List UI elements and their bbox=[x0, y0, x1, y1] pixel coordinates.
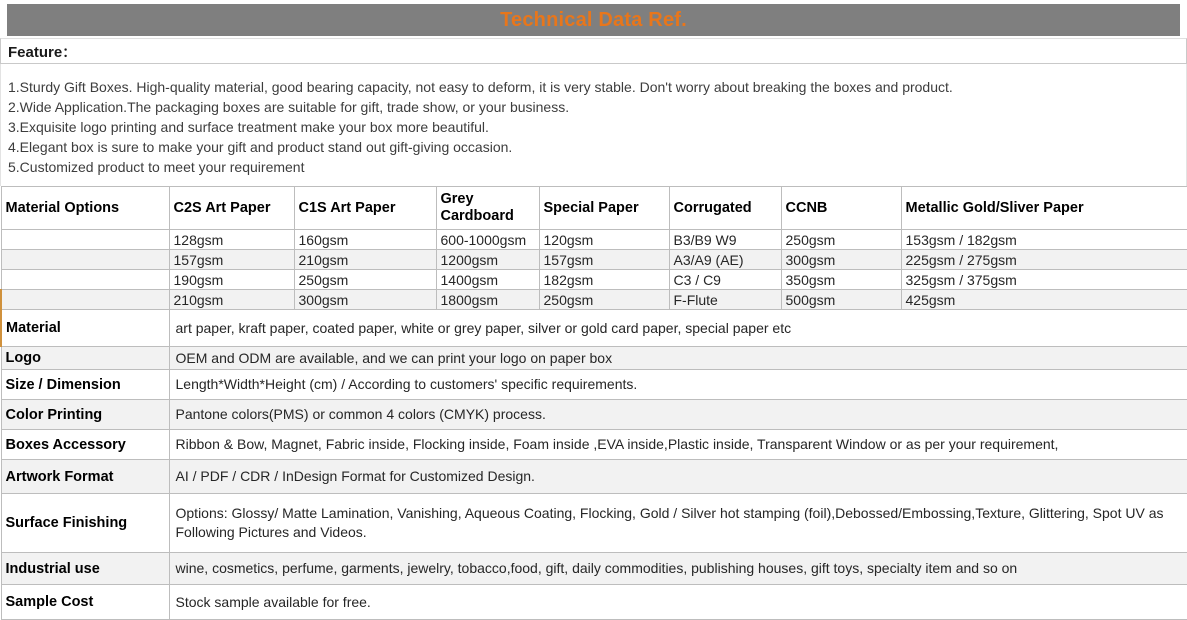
feature-heading-box bbox=[0, 38, 1187, 64]
spec-cell bbox=[1, 230, 169, 250]
spec-cell: 182gsm bbox=[539, 270, 669, 290]
feature-heading: Feature： bbox=[8, 43, 78, 61]
spec-cell: 250gsm bbox=[781, 230, 901, 250]
spec-cell: F-Flute bbox=[669, 290, 781, 310]
spec-cell: 157gsm bbox=[539, 250, 669, 270]
col-header-ccnb: CCNB bbox=[781, 187, 901, 230]
spec-cell: 1800gsm bbox=[436, 290, 539, 310]
material-options-table bbox=[0, 186, 1187, 310]
detail-value: Options: Glossy/ Matte Lamination, Vanishing, Aqueous Coating, Flocking, Gold / Silver hot stamping (foil),Debossed/Embossing,Texture, Glittering, Spot UV as Following Pictures and Videos. bbox=[169, 494, 1187, 553]
detail-label: Industrial use bbox=[1, 553, 169, 585]
spec-cell: 500gsm bbox=[781, 290, 901, 310]
feature-item-1: 1.Sturdy Gift Boxes. High-quality material, good bearing capacity, not easy to deform, it is very stable. Don't worry about breaking the boxes and product. bbox=[8, 79, 953, 95]
detail-row-size-dimension bbox=[1, 370, 1187, 400]
spec-cell: 225gsm / 275gsm bbox=[901, 250, 1187, 270]
spec-cell: 153gsm / 182gsm bbox=[901, 230, 1187, 250]
spec-cell: 160gsm bbox=[294, 230, 436, 250]
spec-data-row-4 bbox=[1, 290, 1187, 310]
spec-cell: 1400gsm bbox=[436, 270, 539, 290]
feature-item-4: 4.Elegant box is sure to make your gift and product stand out gift-giving occasion. bbox=[8, 139, 513, 155]
spec-cell: 1200gsm bbox=[436, 250, 539, 270]
spec-cell: 300gsm bbox=[294, 290, 436, 310]
spec-cell: 210gsm bbox=[169, 290, 294, 310]
details-table bbox=[0, 309, 1187, 620]
spec-cell: A3/A9 (AE) bbox=[669, 250, 781, 270]
spec-cell: 210gsm bbox=[294, 250, 436, 270]
detail-row-boxes-accessory bbox=[1, 430, 1187, 460]
detail-row-sample-cost bbox=[1, 585, 1187, 620]
detail-label: Surface Finishing bbox=[1, 494, 169, 553]
spec-cell: 128gsm bbox=[169, 230, 294, 250]
title-bar bbox=[7, 4, 1180, 36]
col-header-c1s-art-paper: C1S Art Paper bbox=[294, 187, 436, 230]
detail-value: OEM and ODM are available, and we can print your logo on paper box bbox=[169, 347, 1187, 370]
spec-cell: 600-1000gsm bbox=[436, 230, 539, 250]
detail-row-logo bbox=[1, 347, 1187, 370]
spec-cell: C3 / C9 bbox=[669, 270, 781, 290]
col-header-material-options: Material Options bbox=[1, 187, 169, 230]
feature-item-2: 2.Wide Application.The packaging boxes are suitable for gift, trade show, or your business. bbox=[8, 99, 570, 115]
detail-row-color-printing bbox=[1, 400, 1187, 430]
detail-label: Logo bbox=[1, 347, 169, 370]
detail-value: AI / PDF / CDR / InDesign Format for Customized Design. bbox=[169, 460, 1187, 494]
spec-cell: 350gsm bbox=[781, 270, 901, 290]
spec-cell: 300gsm bbox=[781, 250, 901, 270]
col-header-c2s-art-paper: C2S Art Paper bbox=[169, 187, 294, 230]
spec-cell: 157gsm bbox=[169, 250, 294, 270]
detail-label: Artwork Format bbox=[1, 460, 169, 494]
spec-cell bbox=[1, 270, 169, 290]
detail-row-industrial-use bbox=[1, 553, 1187, 585]
spec-cell: 325gsm / 375gsm bbox=[901, 270, 1187, 290]
detail-row-surface-finishing bbox=[1, 494, 1187, 553]
spec-data-row-2 bbox=[1, 250, 1187, 270]
detail-value: Length*Width*Height (cm) / According to customers' specific requirements. bbox=[169, 370, 1187, 400]
detail-value: Ribbon & Bow, Magnet, Fabric inside, Flocking inside, Foam inside ,EVA inside,Plastic inside, Transparent Window or as per your requirement, bbox=[169, 430, 1187, 460]
feature-item-3: 3.Exquisite logo printing and surface treatment make your box more beautiful. bbox=[8, 119, 489, 135]
detail-label: Sample Cost bbox=[1, 585, 169, 620]
detail-label: Material bbox=[1, 310, 169, 347]
detail-label: Color Printing bbox=[1, 400, 169, 430]
col-header-metallic-paper: Metallic Gold/Sliver Paper bbox=[901, 187, 1187, 230]
col-header-grey-cardboard: Grey Cardboard bbox=[436, 187, 539, 230]
detail-row-material bbox=[1, 310, 1187, 347]
detail-row-artwork-format bbox=[1, 460, 1187, 494]
detail-value: wine, cosmetics, perfume, garments, jewelry, tobacco,food, gift, daily commodities, publishing houses, gift toys, specialty item and so on bbox=[169, 553, 1187, 585]
spec-data-row-1 bbox=[1, 230, 1187, 250]
detail-value: Pantone colors(PMS) or common 4 colors (CMYK) process. bbox=[169, 400, 1187, 430]
spec-cell: B3/B9 W9 bbox=[669, 230, 781, 250]
col-header-corrugated: Corrugated bbox=[669, 187, 781, 230]
spec-cell bbox=[1, 290, 169, 310]
page-title: Technical Data Ref. bbox=[500, 8, 687, 31]
feature-item-5: 5.Customized product to meet your requirement bbox=[8, 159, 305, 175]
detail-value: Stock sample available for free. bbox=[169, 585, 1187, 620]
col-header-special-paper: Special Paper bbox=[539, 187, 669, 230]
feature-list bbox=[0, 64, 1187, 186]
spec-cell: 190gsm bbox=[169, 270, 294, 290]
spec-cell: 120gsm bbox=[539, 230, 669, 250]
spec-header-row bbox=[1, 187, 1187, 230]
spec-cell bbox=[1, 250, 169, 270]
detail-label: Size / Dimension bbox=[1, 370, 169, 400]
spec-cell: 425gsm bbox=[901, 290, 1187, 310]
spec-cell: 250gsm bbox=[294, 270, 436, 290]
spec-cell: 250gsm bbox=[539, 290, 669, 310]
detail-label: Boxes Accessory bbox=[1, 430, 169, 460]
spec-data-row-3 bbox=[1, 270, 1187, 290]
detail-value: art paper, kraft paper, coated paper, white or grey paper, silver or gold card paper, special paper etc bbox=[169, 310, 1187, 347]
